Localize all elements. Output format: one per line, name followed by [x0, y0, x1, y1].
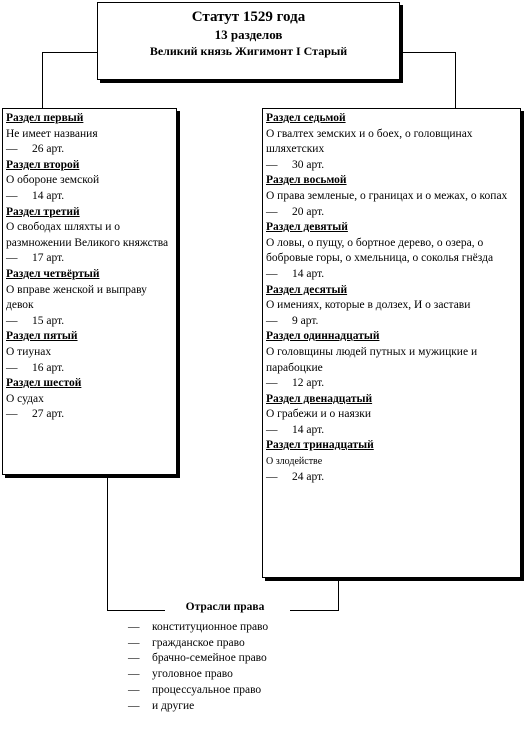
section-description: О права земленые, о границах и о межах, о копах	[266, 189, 508, 202]
section-block	[6, 329, 173, 376]
section-description: О имениях, которые в долзех, И о застави	[266, 299, 471, 312]
section-heading: Раздел шестой	[6, 377, 82, 390]
section-block	[266, 283, 517, 330]
section-articles: — 14 арт.	[266, 423, 517, 439]
grand-duke-name: Великий князь Жигимонт I Старый	[149, 44, 348, 58]
section-block	[266, 173, 517, 220]
section-description: О свободах шляхты и о размножении Великого княжства	[6, 221, 169, 249]
section-block	[6, 205, 173, 267]
section-articles: — 26 арт.	[6, 142, 173, 158]
law-branches-heading: Отрасли права	[185, 601, 265, 613]
section-heading: Раздел десятый	[266, 283, 348, 296]
section-heading: Раздел первый	[6, 112, 84, 124]
section-heading: Раздел двенадцатый	[266, 392, 373, 405]
section-description: Не имеет названия	[6, 127, 98, 140]
section-heading: Раздел девятый	[266, 221, 348, 234]
section-articles: — 27 арт.	[6, 407, 173, 423]
section-articles: — 14 арт.	[266, 267, 517, 283]
section-heading: Раздел второй	[6, 158, 80, 171]
section-block	[6, 267, 173, 329]
section-articles: — 14 арт.	[6, 189, 173, 205]
section-description: О злодействе	[266, 456, 323, 468]
section-heading: Раздел седьмой	[266, 112, 346, 124]
section-heading: Раздел четвёртый	[6, 267, 100, 280]
section-description: О головщины людей путных и мужицкие и парабоцкие	[266, 345, 478, 374]
section-articles: — 15 арт.	[6, 314, 173, 330]
sections-count: 13 разделов	[214, 27, 283, 42]
law-branch-item: — и другие	[128, 699, 340, 715]
law-branch-item: — процессуальное право	[128, 683, 340, 699]
section-heading: Раздел восьмой	[266, 174, 347, 187]
section-block	[266, 392, 517, 439]
right-sections-box	[262, 108, 521, 578]
section-heading: Раздел одиннадцатый	[266, 330, 380, 343]
connector-left-vertical	[42, 52, 43, 108]
statute-title-box	[97, 2, 400, 80]
section-articles: — 20 арт.	[266, 205, 517, 221]
law-branch-item: — брачно-семейное право	[128, 651, 340, 667]
section-articles: — 30 арт.	[266, 158, 517, 174]
section-articles: — 9 арт.	[266, 314, 517, 330]
law-branches-list	[110, 620, 340, 715]
section-heading: Раздел третий	[6, 205, 80, 218]
section-block	[266, 220, 517, 282]
section-description: О ловы, о пущу, о бортное дерево, о озера, о бобровые горы, о хмельница, о соколья гнёзда	[266, 236, 494, 265]
connector-bottom-left-vertical	[107, 475, 108, 610]
statute-title: Статут 1529 года	[191, 9, 306, 25]
section-articles: — 24 арт.	[266, 470, 517, 486]
section-block	[266, 111, 517, 173]
connector-right-vertical	[455, 52, 456, 108]
section-block	[266, 329, 517, 391]
section-description: О тиунах	[6, 345, 52, 358]
section-block	[6, 158, 173, 205]
section-description: О грабежи и о наязки	[266, 408, 372, 421]
law-branch-item: — конституционное право	[128, 620, 340, 636]
section-heading: Раздел тринадцатый	[266, 439, 374, 452]
left-sections-box	[2, 108, 177, 475]
section-articles: — 12 арт.	[266, 376, 517, 392]
section-block	[6, 376, 173, 423]
section-block	[266, 438, 517, 485]
section-description: О гвалтех земских и о боех, о головщинах шляхетских	[266, 127, 473, 156]
law-branch-item: — уголовное право	[128, 667, 340, 683]
section-articles: — 17 арт.	[6, 251, 173, 267]
section-articles: — 16 арт.	[6, 361, 173, 377]
section-description: О обороне земской	[6, 174, 100, 187]
section-description: О судах	[6, 392, 44, 405]
law-branches	[110, 600, 340, 715]
law-branch-item: — гражданское право	[128, 636, 340, 652]
section-block	[6, 111, 173, 158]
section-description: О вправе женской и выправу девок	[6, 283, 147, 312]
section-heading: Раздел пятый	[6, 330, 78, 343]
